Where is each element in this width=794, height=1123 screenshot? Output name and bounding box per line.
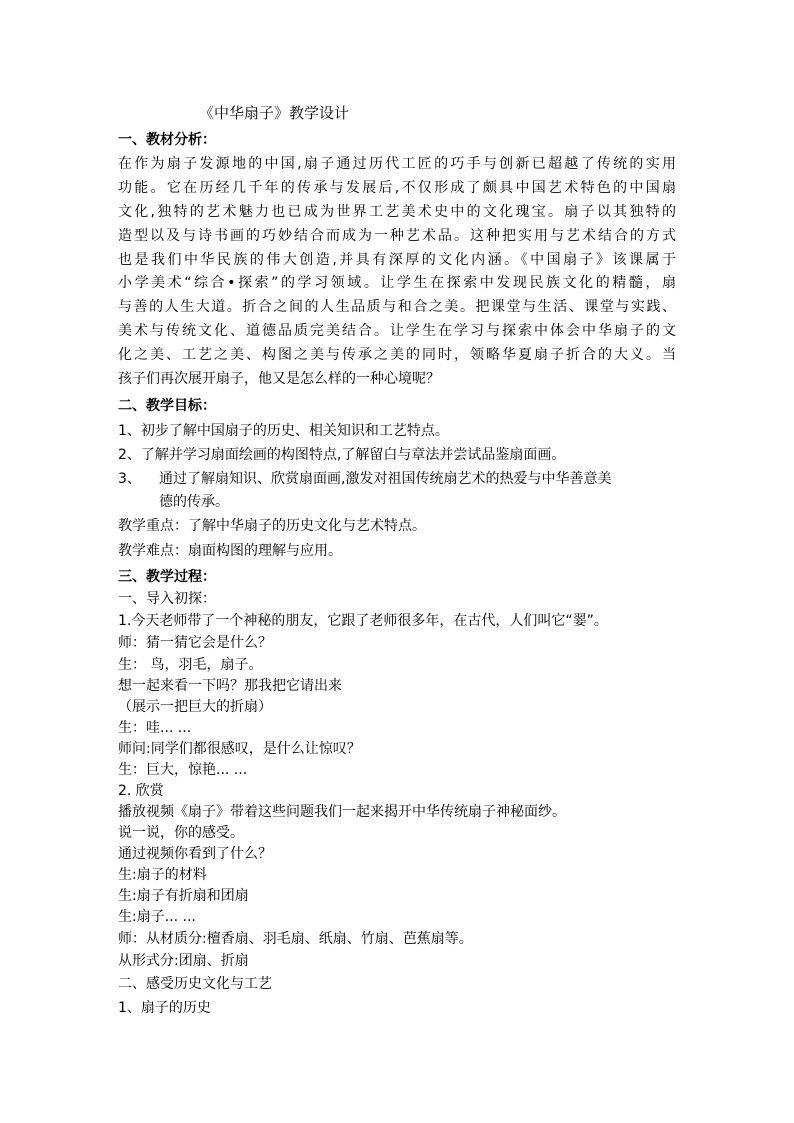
paragraph-line: 造型以及与诗书画的巧妙结合而成为一种艺术品。这种把实用与艺术结合的方式 [118,228,676,244]
teaching-difficulty: 教学难点：扇面构图的理解与应用。 [118,543,342,559]
teaching-key-point: 教学重点：了解中华扇子的历史文化与艺术特点。 [118,518,426,534]
process-line: 从形式分:团扇、折扇 [118,953,249,969]
process-line: 生：哇... ... [118,720,192,736]
process-line: 2. 欣赏 [118,783,164,799]
section-heading-analysis: 一、教材分析： [118,132,216,148]
paragraph-line: 也是我们中华民族的伟大创造,并具有深厚的文化内涵。《中国扇子》该课属于 [118,252,676,268]
paragraph-line: 化之美、工艺之美、构图之美与传承之美的同时，领略华夏扇子折合的大义。当 [118,347,676,363]
process-line: 播放视频《扇子》带着这些问题我们一起来揭开中华传统扇子神秘面纱。 [118,804,566,820]
goal-item-2: 2、了解并学习扇面绘画的构图特点,了解留白与章法并尝试品鉴扇面画。 [118,447,566,463]
goal-item-3-number: 3、 [118,471,141,487]
process-line: 师问:同学们都很感叹，是什么让惊叹？ [118,741,361,757]
process-line: 师：从材质分:檀香扇、羽毛扇、纸扇、竹扇、芭蕉扇等。 [118,931,473,947]
document-title: 《中华扇子》教学设计 [199,104,350,122]
paragraph-line: 小学美术“综合•探索”的学习领域。让学生在探索中发现民族文化的精髓，扇 [118,275,676,291]
process-line: 想一起来看一下吗？那我把它请出来 [118,678,342,694]
paragraph-line: 功能。它在历经几千年的传承与发展后,不仅形成了颇具中国艺术特色的中国扇 [118,180,676,196]
goal-item-3-text-cont: 德的传承。 [159,494,229,510]
process-line: 师：猜一猜它会是什么？ [118,635,272,651]
process-line: （展示一把巨大的折扇） [118,699,272,715]
process-line: 生:扇子的材料 [118,867,207,883]
process-line: 说一说，你的感受。 [118,825,244,841]
paragraph-line: 在作为扇子发源地的中国,扇子通过历代工匠的巧手与创新已超越了传统的实用 [118,156,676,172]
process-line: 生：巨大，惊艳... ... [118,762,248,778]
process-line: 1、扇子的历史 [118,1000,211,1016]
paragraph-line: 美术与传统文化、道德品质完美结合。让学生在学习与探索中体会中华扇子的文 [118,323,676,339]
process-line: 通过视频你看到了什么？ [118,846,272,862]
process-line: 1.今天老师带了一个神秘的朋友，它跟了老师很多年，在古代，人们叫它“翣”。 [118,613,608,629]
process-line: 一、导入初探： [118,591,216,607]
process-line: 生:扇子有折扇和团扇 [118,888,249,904]
process-line: 二、感受历史文化与工艺 [118,976,272,992]
section-heading-process: 三、教学过程： [118,569,216,585]
paragraph-line: 文化,独特的艺术魅力也已成为世界工艺美术史中的文化瑰宝。扇子以其独特的 [118,204,676,220]
process-line: 生:扇子... ... [118,909,196,925]
goal-item-3-text: 通过了解扇知识、欣赏扇面画,激发对祖国传统扇艺术的热爱与中华善意美 [159,471,612,487]
process-line: 生： 鸟，羽毛，扇子。 [118,657,263,673]
section-heading-goals: 二、教学目标： [118,398,216,414]
paragraph-line: 孩子们再次展开扇子，他又是怎么样的一种心境呢？ [118,371,440,387]
paragraph-line: 与善的人生大道。折合之间的人生品质与和合之美。把课堂与生活、课堂与实践、 [118,299,676,315]
goal-item-1: 1、初步了解中国扇子的历史、相关知识和工艺特点。 [118,423,449,439]
